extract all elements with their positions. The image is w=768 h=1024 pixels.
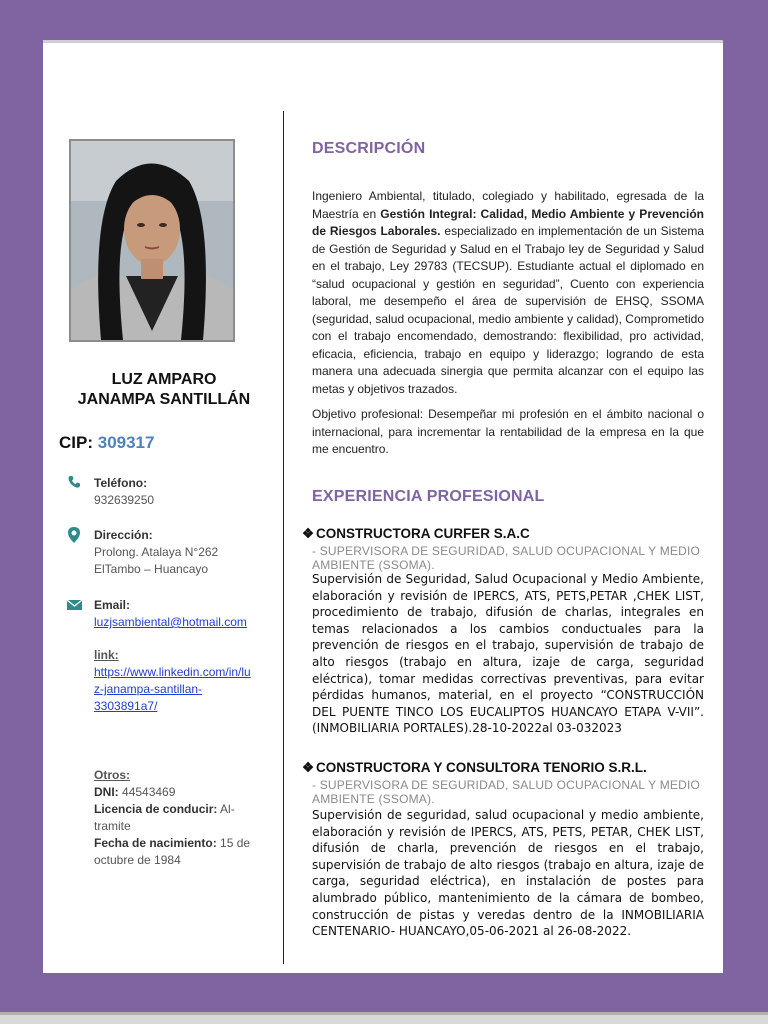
name-line-1: LUZ AMPARO xyxy=(111,371,217,388)
contact-address xyxy=(67,527,267,578)
job-2-company-name: CONSTRUCTORA Y CONSULTORA TENORIO S.R.L. xyxy=(316,760,647,775)
birth-row xyxy=(94,835,269,869)
job-2-company xyxy=(302,760,647,776)
email-link[interactable]: luzjsambiental@hotmail.com xyxy=(94,615,247,629)
job-1-details: Supervisión de Seguridad, Salud Ocupacional y Medio Ambiente, elaboración y revisión de IPERCS, ATS, PETS,PETAR ,CHEK LIST, procedimiento de trabajo, difusión de charlas, integrales en temas relacionados a los cambios conductuales para la prevención de riesgos en el trabajo, supervisión de trabajo de alto riesgos (trabajo en altura, izaje de carga, seguridad eléctrica), tomar medidas correctivas preventivas, para evitar pérdidas humanos, material, en el proyecto “CONSTRUCCIÓN DEL PUENTE TINCO LOS EUCALIPTOS HUANCAYO ETAPA V-VII”. (INMOBILIARIA PORTALES).28-10-2022al 03-032023 xyxy=(312,572,704,736)
job-2-details: Supervisión de seguridad, salud ocupacional y medio ambiente, elaboración y revisión de IPERCS, ATS, PETS, PETAR, CHEK LIST, difusión de charla, prevención de riesgos en el trabajo, supervisión de trabajo de alto riesgos (trabajo en altura, izaje de carga, seguridad eléctrica), en instalación de postes para alumbrado público, mantenimiento de la cámara de bombeo, construcción de pistas y veredas dentro de la INMOBILIARIA CENTENARIO- HUANCAYO,05-06-2021 al 26-08-2022. xyxy=(312,808,704,939)
description-text-a: Ingeniero Ambiental, titulado, colegiado y habilitado, egresada de la Maestría en xyxy=(312,189,704,221)
objective-paragraph: Objetivo profesional: Desempeñar mi profesión en el ámbito nacional o internacional, para incrementar la rentabilidad de la empresa en la que me encuentro. xyxy=(312,407,704,456)
email-label: Email: xyxy=(94,598,131,612)
description-text-b: especializado en implementación de un Sistema de Gestión de Seguridad y Salud en el Trabajo ley de Seguridad y Salud en el trabajo, Ley 29783 (TECSUP). Estudiante actual el diplomado en “salud ocupacional y gestión en seguridad”, Cuento con experiencia laboral, me desempeño el área de supervisión de EHSQ, SSOMA (seguridad, salud ocupacional, medio ambiente y calidad), Comprometido con el trabajo encomendado, demostrando: flexibilidad, pro actividad, eficacia, eficiencia, trabajo en equipo y liderazgo; logrando de esta manera una adecuada sinergia que permita alcanzar con el equipo las metas y objetivos trazados. xyxy=(312,224,704,396)
email-icon xyxy=(67,597,83,613)
description-paragraph xyxy=(312,188,704,398)
linkedin-link-line-1[interactable]: https://www.linkedin.com/in/lu xyxy=(94,665,251,679)
description-text-bold: Gestión Integral: Calidad, Medio Ambiente y Prevención de Riesgos Laborales. xyxy=(312,206,705,238)
address-line-2: ElTambo – Huancayo xyxy=(94,562,209,576)
contact-phone xyxy=(67,475,267,509)
license-label: Licencia de conducir: xyxy=(94,802,218,816)
phone-label: Teléfono: xyxy=(94,476,148,490)
contact-email xyxy=(67,597,267,631)
profile-photo xyxy=(69,139,235,342)
others-section xyxy=(94,767,269,869)
name-line-2: JANAMPA SANTILLÁN xyxy=(77,391,251,408)
candidate-name xyxy=(47,370,281,410)
experience-title: EXPERIENCIA PROFESIONAL xyxy=(312,488,545,505)
license-row xyxy=(94,801,269,835)
address-label: Dirección: xyxy=(94,528,153,542)
phone-icon xyxy=(67,475,83,491)
cip-number: 309317 xyxy=(97,433,155,452)
address-line-1: Prolong. Atalaya N°262 xyxy=(94,545,219,559)
birth-label: Fecha de nacimiento: xyxy=(94,836,217,850)
cip-label: CIP: xyxy=(59,433,93,452)
contact-link xyxy=(67,647,267,715)
dni-row xyxy=(94,784,269,801)
bullet-diamond-icon: ❖ xyxy=(302,526,315,541)
dni-label: DNI: xyxy=(94,785,119,799)
job-1-company xyxy=(302,526,530,542)
bullet-diamond-icon: ❖ xyxy=(302,760,315,775)
cip xyxy=(59,433,154,453)
phone-value: 932639250 xyxy=(94,493,155,507)
link-label: link: xyxy=(94,648,119,662)
job-1-role: - SUPERVISORA DE SEGURIDAD, SALUD OCUPACIONAL Y MEDIO AMBIENTE (SSOMA). xyxy=(312,544,701,572)
dni-value: 44543469 xyxy=(122,785,176,799)
license-value: Al-tramite xyxy=(94,802,235,833)
column-divider xyxy=(283,111,284,964)
description-title: DESCRIPCIÓN xyxy=(312,140,426,157)
birth-value: 15 de octubre de 1984 xyxy=(94,836,251,867)
linkedin-link-line-2[interactable]: z-janampa-santillan- xyxy=(94,682,203,696)
location-pin-icon xyxy=(67,527,83,543)
bottom-strip xyxy=(0,1012,768,1024)
resume-page xyxy=(43,40,723,973)
others-label: Otros: xyxy=(94,768,130,782)
linkedin-link-line-3[interactable]: 3303891a7/ xyxy=(94,699,158,713)
job-2-role: - SUPERVISORA DE SEGURIDAD, SALUD OCUPACIONAL Y MEDIO AMBIENTE (SSOMA). xyxy=(312,778,701,806)
job-1-company-name: CONSTRUCTORA CURFER S.A.C xyxy=(316,526,530,541)
